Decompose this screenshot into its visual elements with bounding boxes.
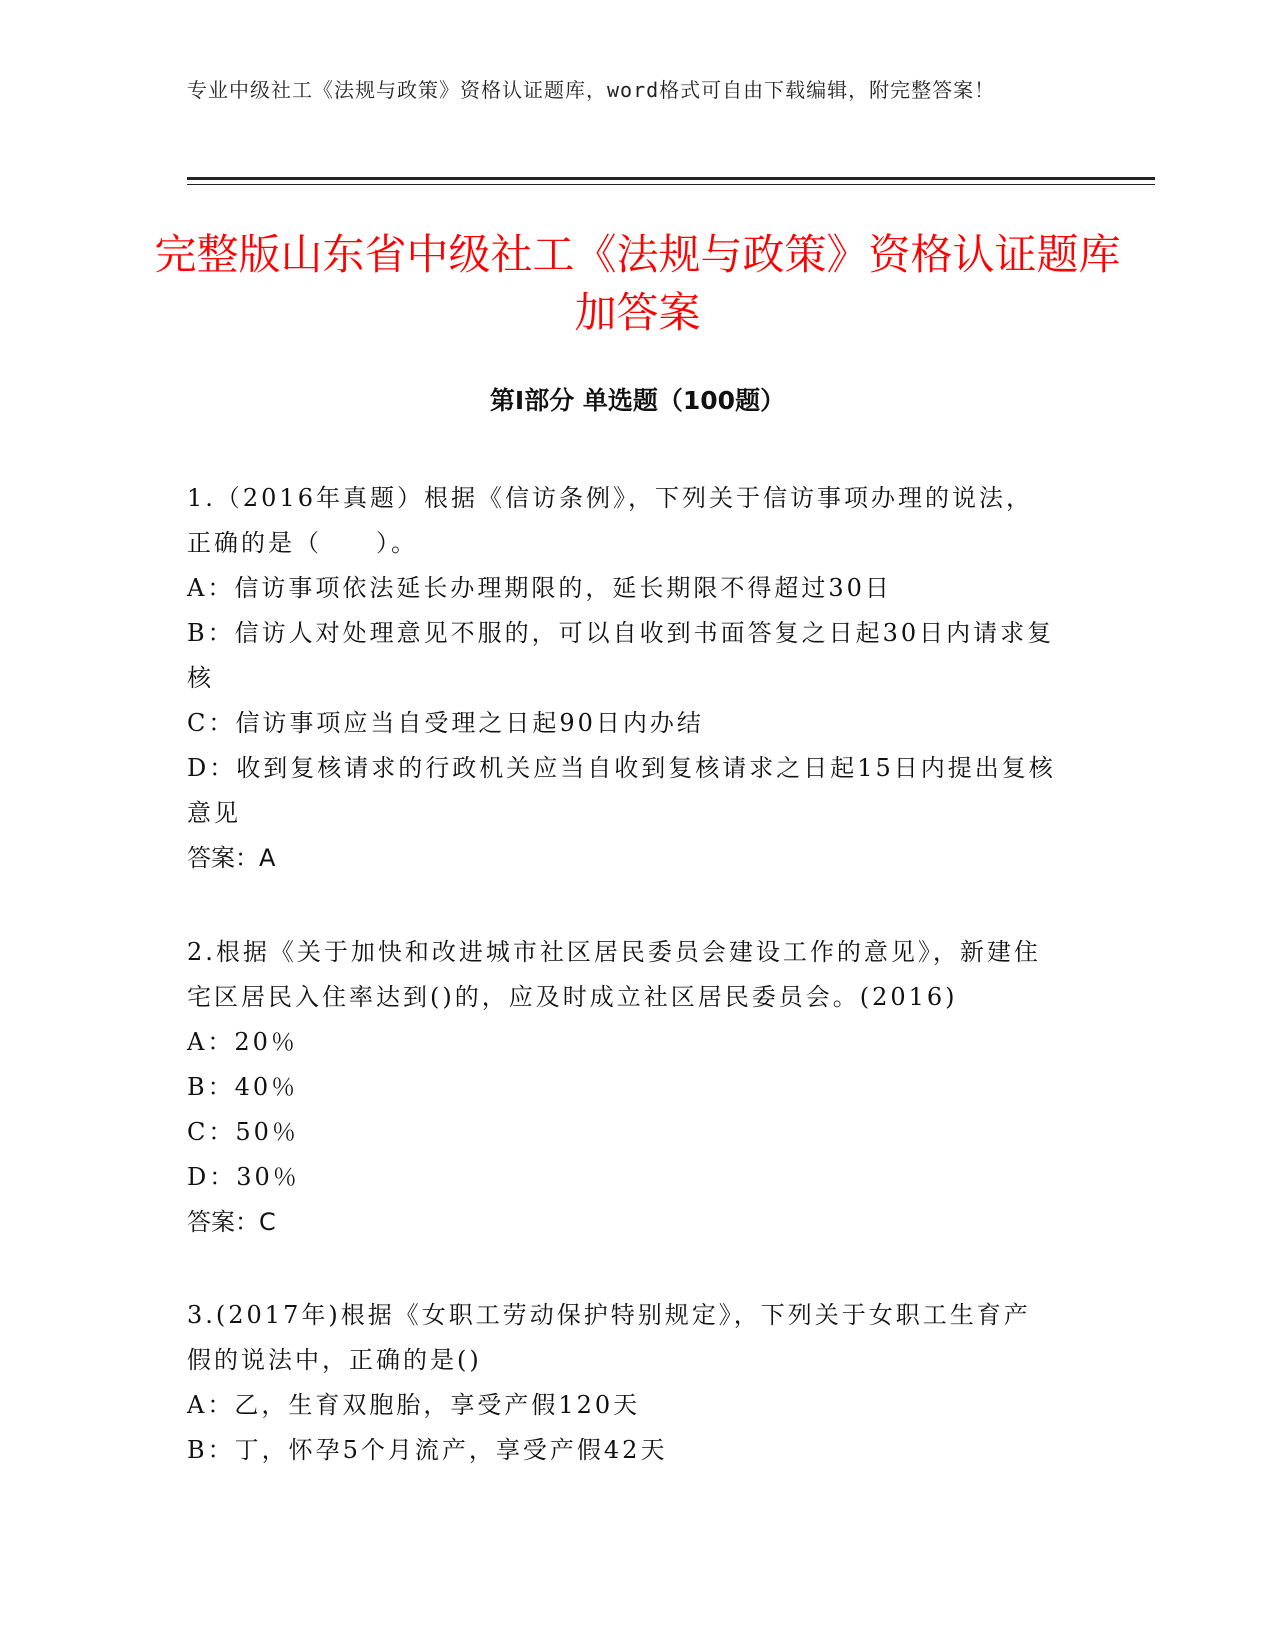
question-stem: 2.根据《关于加快和改进城市社区居民委员会建设工作的意见》，新建住宅区居民入住率达到()的，应及时成立社区居民委员会。(2016)	[187, 938, 1041, 1011]
question-stem: 1.（2016年真题）根据《信访条例》，下列关于信访事项办理的说法，正确的是（ ）。	[187, 484, 1033, 557]
option-d: D：收到复核请求的行政机关应当自收到复核请求之日起15日内提出复核意见	[187, 754, 1056, 827]
question-2	[187, 930, 1057, 1245]
option-b: B：信访人对处理意见不服的，可以自收到书面答复之日起30日内请求复核	[187, 619, 1055, 692]
answer-line: 答案：C	[187, 1208, 276, 1236]
option-b: B：丁，怀孕5个月流产，享受产假42天	[187, 1436, 668, 1464]
header-divider-thin	[187, 184, 1155, 185]
header-note: 专业中级社工《法规与政策》资格认证题库，word格式可自由下载编辑，附完整答案！	[187, 78, 996, 102]
option-a: A：20％	[187, 1028, 298, 1056]
option-a: A：信访事项依法延长办理期限的，延长期限不得超过30日	[187, 574, 892, 602]
question-stem: 3.(2017年)根据《女职工劳动保护特别规定》，下列关于女职工生育产假的说法中，正确的是()	[187, 1301, 1031, 1374]
question-1	[187, 476, 1057, 881]
question-3	[187, 1293, 1057, 1473]
option-d: D：30％	[187, 1163, 300, 1191]
option-c: C：信访事项应当自受理之日起90日内办结	[187, 709, 704, 737]
header-divider-thick	[187, 177, 1155, 180]
option-c: C：50％	[187, 1118, 299, 1146]
answer-line: 答案：A	[187, 844, 276, 872]
section-title: 第I部分 单选题（100题）	[489, 386, 786, 415]
option-b: B：40％	[187, 1073, 299, 1101]
document-title: 完整版山东省中级社工《法规与政策》资格认证题库加答案	[154, 230, 1121, 337]
option-a: A：乙，生育双胞胎，享受产假120天	[187, 1391, 641, 1419]
